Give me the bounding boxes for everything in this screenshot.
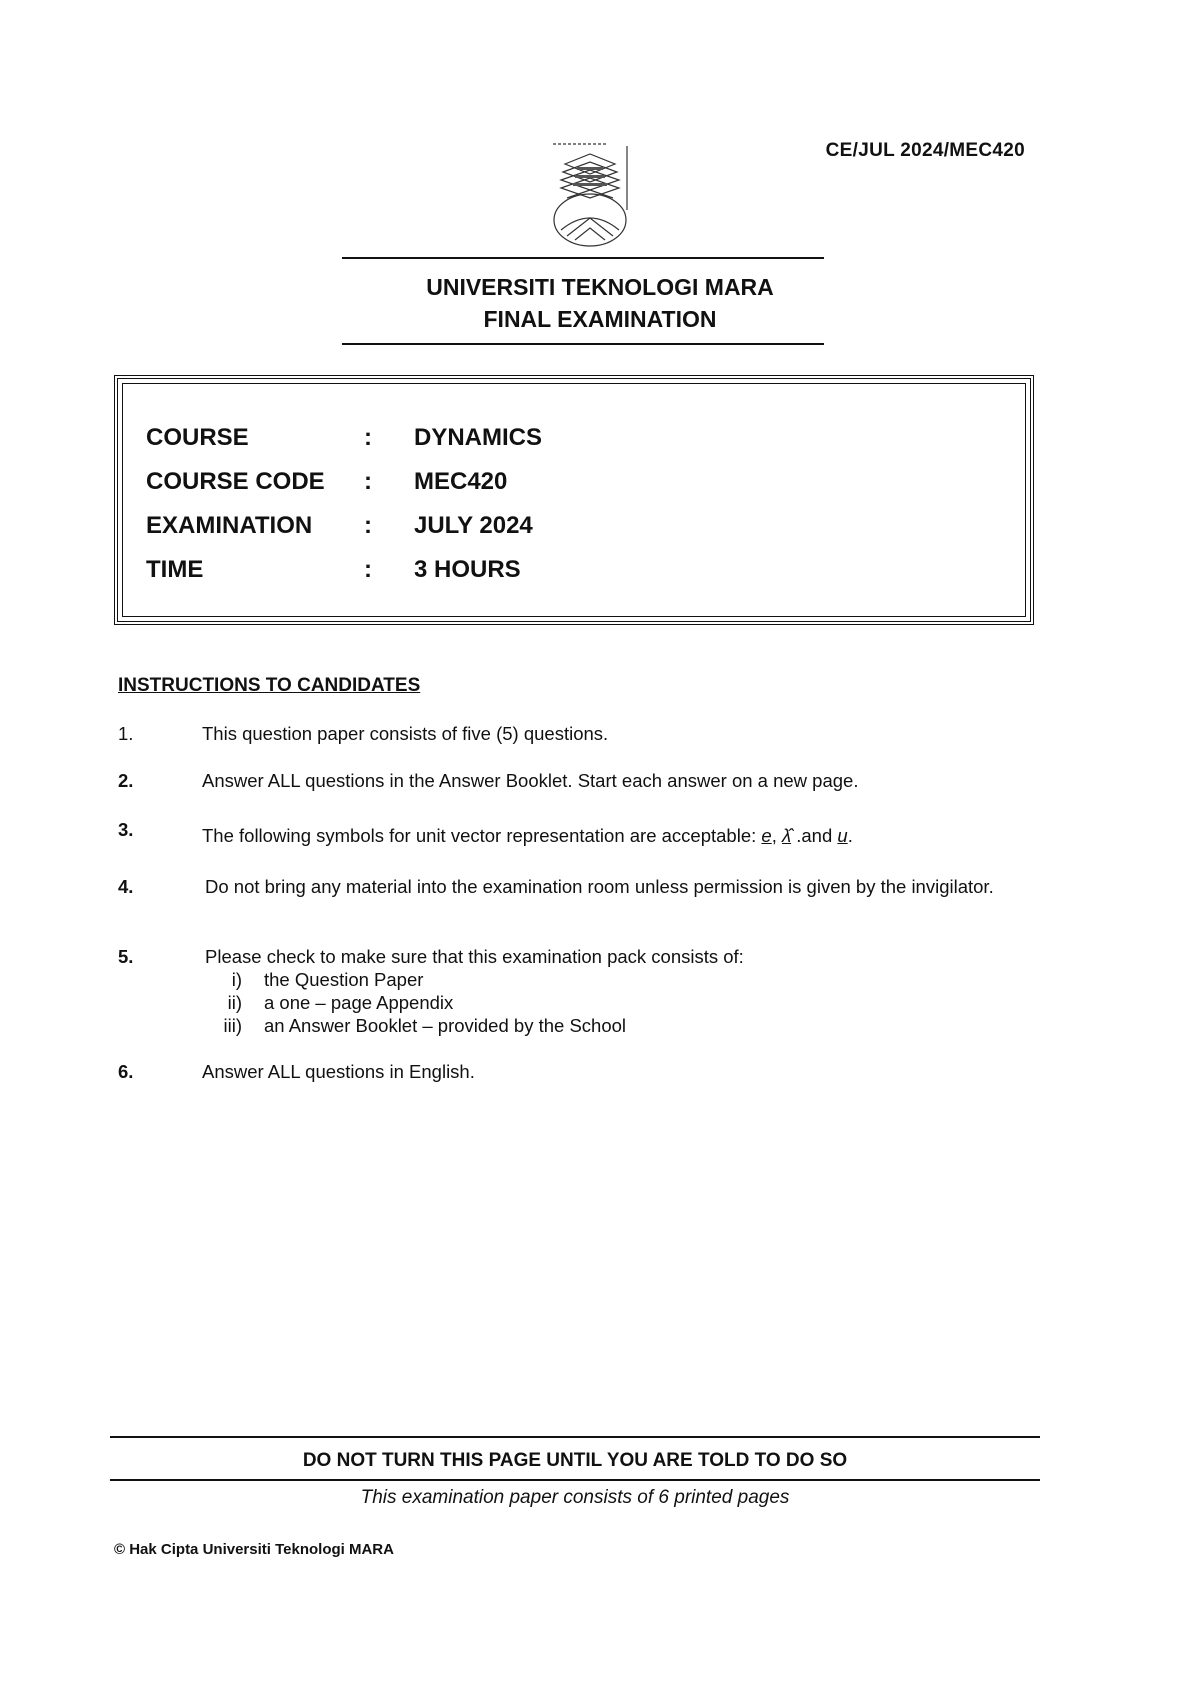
item-text: Please check to make sure that this examination pack consists of: <box>205 946 744 967</box>
exam-type-title: FINAL EXAMINATION <box>483 306 717 332</box>
checklist-text: an Answer Booklet – provided by the School <box>264 1015 627 1036</box>
item-number: 4. <box>118 876 134 897</box>
item-text: Do not bring any material into the examination room unless permission is given by the invigilator. <box>205 876 994 897</box>
checklist-numeral: i) <box>231 969 242 990</box>
info-label: EXAMINATION <box>146 512 313 539</box>
info-value: 3 HOURS <box>414 556 521 583</box>
item-text: Answer ALL questions in the Answer Booklet. Start each answer on a new page. <box>202 770 859 791</box>
item-text: The following symbols for unit vector representation are acceptable: <box>202 825 757 846</box>
info-value: JULY 2024 <box>414 512 533 539</box>
item-text: This question paper consists of five (5) questions. <box>202 723 609 744</box>
item-text: Answer ALL questions in English. <box>202 1061 475 1082</box>
checklist-text: the Question Paper <box>264 969 424 990</box>
info-colon: : <box>364 424 372 451</box>
course-info-box <box>114 375 1034 625</box>
footer-bottom-rule <box>110 1479 1040 1481</box>
info-value: MEC420 <box>414 468 508 495</box>
info-colon: : <box>364 556 372 583</box>
page-count-note: This examination paper consists of 6 printed pages <box>360 1487 790 1508</box>
footer-top-rule <box>110 1436 1040 1438</box>
do-not-turn-warning: DO NOT TURN THIS PAGE UNTIL YOU ARE TOLD TO DO SO <box>302 1450 848 1471</box>
item-number: 1. <box>118 723 134 744</box>
document-code: CE/JUL 2024/MEC420 <box>825 140 1025 161</box>
info-label: COURSE CODE <box>146 468 325 495</box>
unit-vector-symbol-u: u <box>837 825 848 846</box>
sentence-end: . <box>847 825 853 846</box>
info-label: TIME <box>146 556 204 583</box>
instructions-heading: INSTRUCTIONS TO CANDIDATES <box>118 675 421 696</box>
info-colon: : <box>364 468 372 495</box>
checklist-numeral: ii) <box>227 992 242 1013</box>
checklist-numeral: iii) <box>223 1015 242 1036</box>
university-crest-icon <box>545 140 635 252</box>
copyright-notice: © Hak Cipta Universiti Teknologi MARA <box>114 1541 394 1558</box>
university-name: UNIVERSITI TEKNOLOGI MARA <box>426 274 774 300</box>
item-number: 3. <box>118 819 134 840</box>
item-number: 5. <box>118 946 134 967</box>
unit-vector-symbol-e: e <box>761 825 772 846</box>
item-number: 2. <box>118 770 134 791</box>
header-bottom-rule <box>342 343 824 345</box>
info-label: COURSE <box>146 424 249 451</box>
checklist-text: a one – page Appendix <box>264 992 454 1013</box>
info-value: DYNAMICS <box>414 424 543 451</box>
item-number: 6. <box>118 1061 134 1082</box>
unit-vector-symbol-lambda: λ̂ <box>781 825 792 846</box>
info-colon: : <box>364 512 372 539</box>
symbol-separator: .and <box>796 825 833 846</box>
symbol-separator: , <box>771 825 777 846</box>
header-top-rule <box>342 257 824 259</box>
